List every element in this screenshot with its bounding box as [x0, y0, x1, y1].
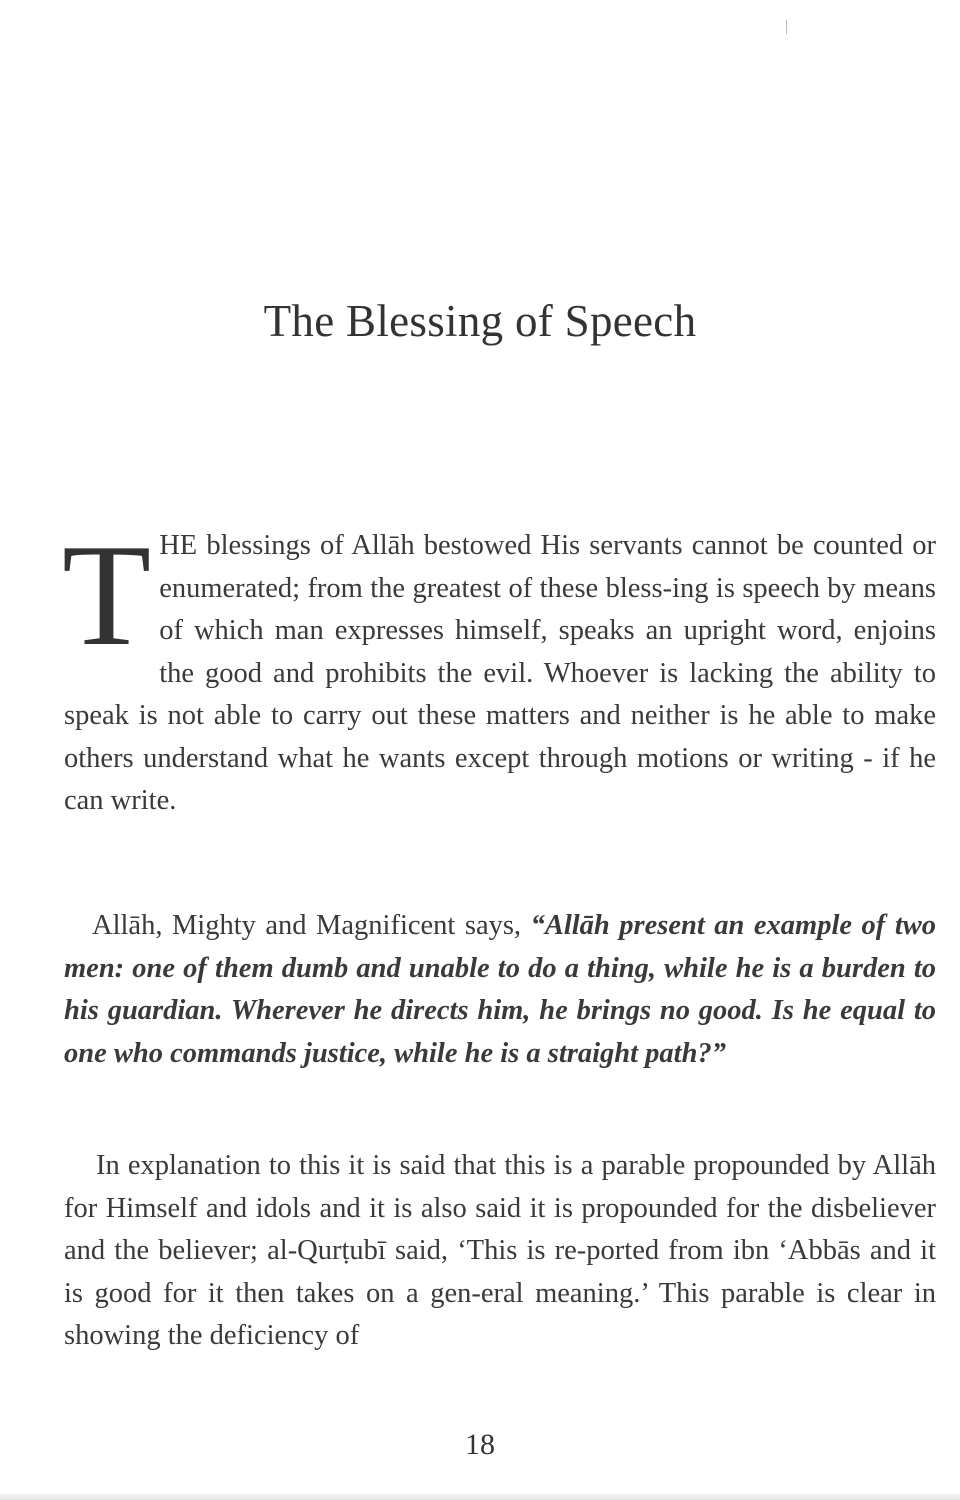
- paragraph-1: [62, 514, 936, 823]
- page-number: 18: [465, 1428, 495, 1461]
- drop-cap: T: [62, 514, 152, 676]
- chapter-title: The Blessing of Speech: [263, 296, 697, 346]
- page-bottom-edge: [0, 1494, 960, 1500]
- quran-quote: “Allāh present an example of two men: one of them dumb and unable to do a thing, while he is a burden to his guardian. Wherever he directs him, he brings no good. Is he equal to one who commands justice, while he is a straight path?”: [64, 910, 936, 1069]
- paragraph-3: In explanation to this it is said that this is a parable propounded by Allāh for Himself and idols and it is also said it is propounded for the disbeliever and the believer; al-Qurṭubī said, ‘This is re-ported from ibn ‘Abbās and it is good for it then takes on a gen-eral meaning.’ This parable is clear in showing the deficiency of: [64, 1150, 936, 1351]
- paragraph-2-intro: Allāh, Mighty and Magnificent says,: [92, 910, 531, 941]
- paragraph-2: [64, 905, 936, 1075]
- paragraph-1-text: HE blessings of Allāh bestowed His servants cannot be counted or enumerated; from the greatest of these bless-ing is speech by means of which man expresses himself, speaks an upright word, enjoins the good and prohibits the evil. Whoever is lacking the ability to speak is not able to carry out these matters and neither is he able to make others understand what he wants except through motions or writing - if he can write.: [64, 530, 936, 816]
- scan-mark: [786, 20, 787, 34]
